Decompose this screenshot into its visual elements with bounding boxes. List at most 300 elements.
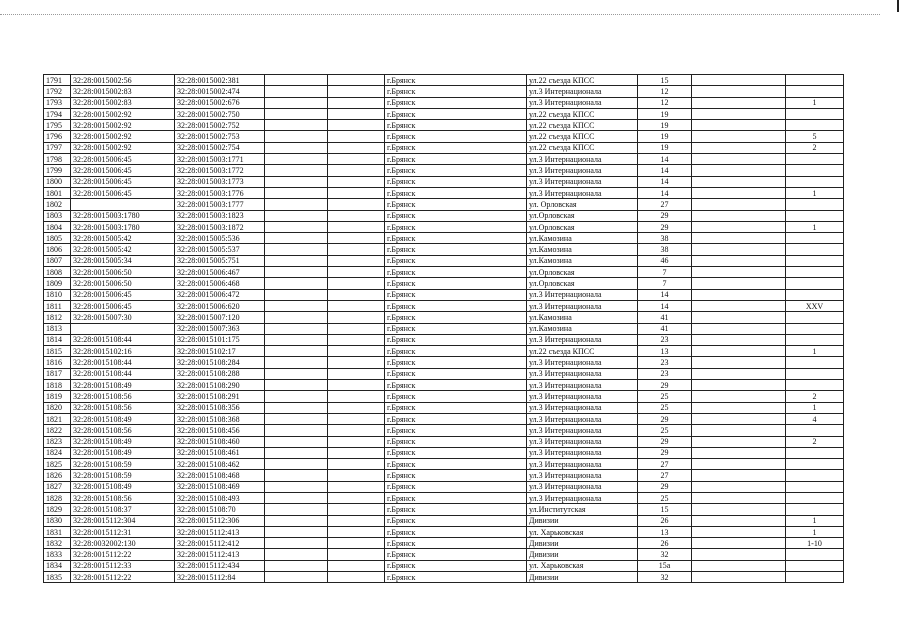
- empty-cell-c: [692, 233, 786, 244]
- table-row: [44, 334, 844, 345]
- house-number-cell: 27: [638, 470, 692, 481]
- city-cell: г.Брянск: [385, 300, 527, 311]
- parent-cadastral-cell: 32:28:0015112:22: [71, 549, 175, 560]
- street-cell: ул.Камозина: [527, 323, 638, 334]
- row-number-cell: 1795: [44, 120, 71, 131]
- row-number-cell: 1793: [44, 97, 71, 108]
- house-number-cell: 25: [638, 425, 692, 436]
- empty-cell-b: [328, 560, 385, 571]
- table-row: [44, 572, 844, 583]
- house-number-cell: 29: [638, 413, 692, 424]
- cadastral-number-cell: 32:28:0015108:70: [175, 504, 265, 515]
- empty-cell-a: [265, 560, 328, 571]
- scan-artifact-line: [0, 14, 880, 17]
- empty-cell-c: [692, 459, 786, 470]
- table-row: [44, 75, 844, 86]
- empty-cell-b: [328, 255, 385, 266]
- table-row: [44, 470, 844, 481]
- cadastral-number-cell: 32:28:0015006:468: [175, 278, 265, 289]
- city-cell: г.Брянск: [385, 75, 527, 86]
- empty-cell-b: [328, 210, 385, 221]
- table-row: [44, 436, 844, 447]
- row-number-cell: 1832: [44, 538, 71, 549]
- table-row: [44, 108, 844, 119]
- table-row: [44, 142, 844, 153]
- empty-cell-a: [265, 199, 328, 210]
- apartment-note-cell: [786, 459, 844, 470]
- empty-cell-a: [265, 97, 328, 108]
- table-row: [44, 425, 844, 436]
- row-number-cell: 1806: [44, 244, 71, 255]
- apartment-note-cell: [786, 425, 844, 436]
- empty-cell-a: [265, 391, 328, 402]
- apartment-note-cell: [786, 267, 844, 278]
- parent-cadastral-cell: 32:28:0015005:42: [71, 233, 175, 244]
- empty-cell-b: [328, 436, 385, 447]
- empty-cell-c: [692, 278, 786, 289]
- table-row: [44, 380, 844, 391]
- parent-cadastral-cell: 32:28:0015007:30: [71, 312, 175, 323]
- apartment-note-cell: [786, 470, 844, 481]
- street-cell: ул.3 Интернационала: [527, 97, 638, 108]
- apartment-note-cell: [786, 120, 844, 131]
- apartment-note-cell: [786, 255, 844, 266]
- city-cell: г.Брянск: [385, 289, 527, 300]
- empty-cell-c: [692, 187, 786, 198]
- table-row: [44, 131, 844, 142]
- parent-cadastral-cell: 32:28:0015112:304: [71, 515, 175, 526]
- city-cell: г.Брянск: [385, 504, 527, 515]
- table-row: [44, 346, 844, 357]
- empty-cell-b: [328, 504, 385, 515]
- table-row: [44, 120, 844, 131]
- table-row: [44, 165, 844, 176]
- empty-cell-b: [328, 176, 385, 187]
- table-row: [44, 504, 844, 515]
- city-cell: г.Брянск: [385, 425, 527, 436]
- empty-cell-a: [265, 233, 328, 244]
- city-cell: г.Брянск: [385, 526, 527, 537]
- empty-cell-a: [265, 425, 328, 436]
- table-row: [44, 187, 844, 198]
- house-number-cell: 23: [638, 334, 692, 345]
- street-cell: Дивизии: [527, 549, 638, 560]
- parent-cadastral-cell: [71, 323, 175, 334]
- empty-cell-b: [328, 413, 385, 424]
- parent-cadastral-cell: 32:28:0015006:45: [71, 176, 175, 187]
- row-number-cell: 1820: [44, 402, 71, 413]
- table-row: [44, 447, 844, 458]
- street-cell: ул.Камозина: [527, 255, 638, 266]
- apartment-note-cell: [786, 447, 844, 458]
- empty-cell-c: [692, 515, 786, 526]
- parent-cadastral-cell: 32:28:0015006:45: [71, 289, 175, 300]
- empty-cell-a: [265, 187, 328, 198]
- city-cell: г.Брянск: [385, 470, 527, 481]
- row-number-cell: 1829: [44, 504, 71, 515]
- cadastral-number-cell: 32:28:0015003:1823: [175, 210, 265, 221]
- empty-cell-c: [692, 391, 786, 402]
- street-cell: ул.Орловская: [527, 278, 638, 289]
- apartment-note-cell: 1: [786, 187, 844, 198]
- street-cell: ул.Орловская: [527, 210, 638, 221]
- empty-cell-c: [692, 323, 786, 334]
- empty-cell-a: [265, 289, 328, 300]
- house-number-cell: 23: [638, 368, 692, 379]
- cadastral-number-cell: 32:28:0015005:537: [175, 244, 265, 255]
- house-number-cell: 23: [638, 357, 692, 368]
- parent-cadastral-cell: 32:28:0015108:56: [71, 402, 175, 413]
- street-cell: ул.Институтская: [527, 504, 638, 515]
- parent-cadastral-cell: 32:28:0015005:42: [71, 244, 175, 255]
- empty-cell-c: [692, 481, 786, 492]
- parent-cadastral-cell: 32:28:0015006:45: [71, 154, 175, 165]
- empty-cell-a: [265, 244, 328, 255]
- table-row: [44, 492, 844, 503]
- street-cell: ул.Орловская: [527, 267, 638, 278]
- row-number-cell: 1814: [44, 334, 71, 345]
- house-number-cell: 19: [638, 120, 692, 131]
- cadastral-number-cell: 32:28:0015006:620: [175, 300, 265, 311]
- table-row: [44, 176, 844, 187]
- apartment-note-cell: [786, 244, 844, 255]
- cadastral-number-cell: 32:28:0015108:460: [175, 436, 265, 447]
- street-cell: Дивизии: [527, 572, 638, 583]
- empty-cell-c: [692, 436, 786, 447]
- empty-cell-b: [328, 447, 385, 458]
- house-number-cell: 19: [638, 131, 692, 142]
- empty-cell-a: [265, 142, 328, 153]
- city-cell: г.Брянск: [385, 278, 527, 289]
- street-cell: ул.3 Интернационала: [527, 436, 638, 447]
- table-row: [44, 368, 844, 379]
- empty-cell-a: [265, 515, 328, 526]
- empty-cell-c: [692, 470, 786, 481]
- cadastral-number-cell: 32:28:0015003:1772: [175, 165, 265, 176]
- apartment-note-cell: [786, 289, 844, 300]
- apartment-note-cell: [786, 199, 844, 210]
- empty-cell-c: [692, 492, 786, 503]
- table-row: [44, 255, 844, 266]
- street-cell: ул.3 Интернационала: [527, 289, 638, 300]
- empty-cell-b: [328, 199, 385, 210]
- cadastral-number-cell: 32:28:0015006:472: [175, 289, 265, 300]
- empty-cell-a: [265, 131, 328, 142]
- table-row: [44, 221, 844, 232]
- empty-cell-c: [692, 244, 786, 255]
- city-cell: г.Брянск: [385, 368, 527, 379]
- house-number-cell: 27: [638, 199, 692, 210]
- empty-cell-c: [692, 334, 786, 345]
- table-row: [44, 526, 844, 537]
- city-cell: г.Брянск: [385, 97, 527, 108]
- apartment-note-cell: 4: [786, 413, 844, 424]
- table-row: [44, 244, 844, 255]
- row-number-cell: 1819: [44, 391, 71, 402]
- empty-cell-a: [265, 526, 328, 537]
- empty-cell-c: [692, 120, 786, 131]
- empty-cell-b: [328, 154, 385, 165]
- house-number-cell: 13: [638, 346, 692, 357]
- house-number-cell: 32: [638, 572, 692, 583]
- house-number-cell: 32: [638, 549, 692, 560]
- empty-cell-b: [328, 572, 385, 583]
- parent-cadastral-cell: 32:28:0015006:45: [71, 187, 175, 198]
- apartment-note-cell: [786, 75, 844, 86]
- parent-cadastral-cell: 32:28:0015112:33: [71, 560, 175, 571]
- city-cell: г.Брянск: [385, 187, 527, 198]
- city-cell: г.Брянск: [385, 334, 527, 345]
- row-number-cell: 1825: [44, 459, 71, 470]
- house-number-cell: 25: [638, 391, 692, 402]
- empty-cell-a: [265, 278, 328, 289]
- house-number-cell: 12: [638, 97, 692, 108]
- empty-cell-a: [265, 120, 328, 131]
- parent-cadastral-cell: 32:28:0015003:1780: [71, 210, 175, 221]
- empty-cell-b: [328, 538, 385, 549]
- house-number-cell: 29: [638, 436, 692, 447]
- street-cell: ул.22 съезда КПСС: [527, 108, 638, 119]
- row-number-cell: 1809: [44, 278, 71, 289]
- table-row: [44, 312, 844, 323]
- empty-cell-a: [265, 436, 328, 447]
- parent-cadastral-cell: 32:28:0015002:83: [71, 97, 175, 108]
- cadastral-number-cell: 32:28:0015002:676: [175, 97, 265, 108]
- empty-cell-a: [265, 154, 328, 165]
- house-number-cell: 26: [638, 515, 692, 526]
- cadastral-number-cell: 32:28:0015005:751: [175, 255, 265, 266]
- city-cell: г.Брянск: [385, 560, 527, 571]
- empty-cell-b: [328, 425, 385, 436]
- parent-cadastral-cell: 32:28:0015108:56: [71, 391, 175, 402]
- house-number-cell: 29: [638, 481, 692, 492]
- row-number-cell: 1817: [44, 368, 71, 379]
- empty-cell-a: [265, 368, 328, 379]
- row-number-cell: 1824: [44, 447, 71, 458]
- empty-cell-b: [328, 278, 385, 289]
- table-row: [44, 391, 844, 402]
- house-number-cell: 13: [638, 526, 692, 537]
- table-row: [44, 210, 844, 221]
- empty-cell-c: [692, 572, 786, 583]
- row-number-cell: 1815: [44, 346, 71, 357]
- parent-cadastral-cell: 32:28:0015002:92: [71, 142, 175, 153]
- row-number-cell: 1796: [44, 131, 71, 142]
- empty-cell-a: [265, 221, 328, 232]
- row-number-cell: 1830: [44, 515, 71, 526]
- apartment-note-cell: 2: [786, 436, 844, 447]
- empty-cell-c: [692, 312, 786, 323]
- parent-cadastral-cell: 32:28:0015112:31: [71, 526, 175, 537]
- parent-cadastral-cell: 32:28:0015108:37: [71, 504, 175, 515]
- table-row: [44, 300, 844, 311]
- row-number-cell: 1821: [44, 413, 71, 424]
- street-cell: ул.3 Интернационала: [527, 154, 638, 165]
- house-number-cell: 38: [638, 244, 692, 255]
- apartment-note-cell: [786, 210, 844, 221]
- house-number-cell: 38: [638, 233, 692, 244]
- empty-cell-b: [328, 323, 385, 334]
- parent-cadastral-cell: 32:28:0015112:22: [71, 572, 175, 583]
- parent-cadastral-cell: 32:28:0015108:44: [71, 368, 175, 379]
- house-number-cell: 29: [638, 210, 692, 221]
- apartment-note-cell: [786, 176, 844, 187]
- empty-cell-a: [265, 549, 328, 560]
- table-row: [44, 323, 844, 334]
- row-number-cell: 1798: [44, 154, 71, 165]
- street-cell: ул.3 Интернационала: [527, 425, 638, 436]
- cadastral-number-cell: 32:28:0015003:1773: [175, 176, 265, 187]
- cadastral-number-cell: 32:28:0015112:413: [175, 526, 265, 537]
- empty-cell-a: [265, 504, 328, 515]
- row-number-cell: 1828: [44, 492, 71, 503]
- table-row: [44, 413, 844, 424]
- house-number-cell: 7: [638, 278, 692, 289]
- cadastral-number-cell: 32:28:0015112:434: [175, 560, 265, 571]
- street-cell: ул.3 Интернационала: [527, 470, 638, 481]
- cadastral-number-cell: 32:28:0015108:288: [175, 368, 265, 379]
- table-row: [44, 199, 844, 210]
- empty-cell-c: [692, 86, 786, 97]
- row-number-cell: 1797: [44, 142, 71, 153]
- empty-cell-a: [265, 380, 328, 391]
- house-number-cell: 7: [638, 267, 692, 278]
- city-cell: г.Брянск: [385, 572, 527, 583]
- cadastral-number-cell: 32:28:0015108:468: [175, 470, 265, 481]
- street-cell: ул.22 съезда КПСС: [527, 131, 638, 142]
- empty-cell-a: [265, 470, 328, 481]
- empty-cell-b: [328, 142, 385, 153]
- house-number-cell: 15а: [638, 560, 692, 571]
- empty-cell-b: [328, 187, 385, 198]
- empty-cell-c: [692, 75, 786, 86]
- apartment-note-cell: 1-10: [786, 538, 844, 549]
- city-cell: г.Брянск: [385, 481, 527, 492]
- street-cell: ул.3 Интернационала: [527, 187, 638, 198]
- house-number-cell: 14: [638, 187, 692, 198]
- house-number-cell: 46: [638, 255, 692, 266]
- cadastral-number-cell: 32:28:0015003:1777: [175, 199, 265, 210]
- row-number-cell: 1826: [44, 470, 71, 481]
- empty-cell-a: [265, 176, 328, 187]
- city-cell: г.Брянск: [385, 210, 527, 221]
- apartment-note-cell: 1: [786, 97, 844, 108]
- row-number-cell: 1827: [44, 481, 71, 492]
- cadastral-number-cell: 32:28:0015101:175: [175, 334, 265, 345]
- parent-cadastral-cell: 32:28:0015108:49: [71, 413, 175, 424]
- parent-cadastral-cell: 32:28:0015002:92: [71, 108, 175, 119]
- apartment-note-cell: [786, 572, 844, 583]
- apartment-note-cell: 2: [786, 391, 844, 402]
- city-cell: г.Брянск: [385, 142, 527, 153]
- city-cell: г.Брянск: [385, 391, 527, 402]
- empty-cell-b: [328, 267, 385, 278]
- city-cell: г.Брянск: [385, 176, 527, 187]
- table-row: [44, 278, 844, 289]
- street-cell: ул.3 Интернационала: [527, 402, 638, 413]
- table-row: [44, 357, 844, 368]
- apartment-note-cell: XXV: [786, 300, 844, 311]
- city-cell: г.Брянск: [385, 86, 527, 97]
- street-cell: ул.3 Интернационала: [527, 176, 638, 187]
- empty-cell-b: [328, 402, 385, 413]
- empty-cell-c: [692, 165, 786, 176]
- cadastral-number-cell: 32:28:0015108:461: [175, 447, 265, 458]
- parent-cadastral-cell: 32:28:0015002:92: [71, 131, 175, 142]
- row-number-cell: 1791: [44, 75, 71, 86]
- house-number-cell: 12: [638, 86, 692, 97]
- table-row: [44, 560, 844, 571]
- empty-cell-a: [265, 572, 328, 583]
- empty-cell-b: [328, 289, 385, 300]
- empty-cell-b: [328, 233, 385, 244]
- row-number-cell: 1810: [44, 289, 71, 300]
- row-number-cell: 1816: [44, 357, 71, 368]
- empty-cell-c: [692, 267, 786, 278]
- cadastral-number-cell: 32:28:0015108:291: [175, 391, 265, 402]
- empty-cell-a: [265, 334, 328, 345]
- apartment-note-cell: [786, 108, 844, 119]
- empty-cell-b: [328, 86, 385, 97]
- parent-cadastral-cell: 32:28:0015002:56: [71, 75, 175, 86]
- street-cell: ул.Камозина: [527, 233, 638, 244]
- empty-cell-c: [692, 402, 786, 413]
- cadastral-number-cell: 32:28:0015112:413: [175, 549, 265, 560]
- cadastral-number-cell: 32:28:0015108:469: [175, 481, 265, 492]
- row-number-cell: 1804: [44, 221, 71, 232]
- apartment-note-cell: [786, 357, 844, 368]
- house-number-cell: 41: [638, 312, 692, 323]
- apartment-note-cell: [786, 323, 844, 334]
- house-number-cell: 14: [638, 289, 692, 300]
- empty-cell-c: [692, 255, 786, 266]
- cadastral-number-cell: 32:28:0015002:381: [175, 75, 265, 86]
- street-cell: ул.3 Интернационала: [527, 459, 638, 470]
- row-number-cell: 1835: [44, 572, 71, 583]
- empty-cell-b: [328, 165, 385, 176]
- row-number-cell: 1799: [44, 165, 71, 176]
- empty-cell-c: [692, 504, 786, 515]
- house-number-cell: 14: [638, 176, 692, 187]
- apartment-note-cell: 1: [786, 346, 844, 357]
- house-number-cell: 26: [638, 538, 692, 549]
- street-cell: ул. Орловская: [527, 199, 638, 210]
- empty-cell-b: [328, 244, 385, 255]
- cadastral-number-cell: 32:28:0015108:456: [175, 425, 265, 436]
- city-cell: г.Брянск: [385, 267, 527, 278]
- empty-cell-c: [692, 346, 786, 357]
- empty-cell-a: [265, 210, 328, 221]
- cadastral-number-cell: 32:28:0015005:536: [175, 233, 265, 244]
- row-number-cell: 1801: [44, 187, 71, 198]
- empty-cell-b: [328, 459, 385, 470]
- house-number-cell: 27: [638, 459, 692, 470]
- empty-cell-a: [265, 459, 328, 470]
- street-cell: ул.3 Интернационала: [527, 86, 638, 97]
- row-number-cell: 1805: [44, 233, 71, 244]
- street-cell: ул.22 съезда КПСС: [527, 75, 638, 86]
- table-row: [44, 549, 844, 560]
- row-number-cell: 1807: [44, 255, 71, 266]
- register-table: [43, 74, 844, 583]
- city-cell: г.Брянск: [385, 402, 527, 413]
- cadastral-number-cell: 32:28:0015102:17: [175, 346, 265, 357]
- parent-cadastral-cell: 32:28:0015006:50: [71, 278, 175, 289]
- house-number-cell: 19: [638, 142, 692, 153]
- empty-cell-c: [692, 210, 786, 221]
- empty-cell-a: [265, 481, 328, 492]
- empty-cell-a: [265, 447, 328, 458]
